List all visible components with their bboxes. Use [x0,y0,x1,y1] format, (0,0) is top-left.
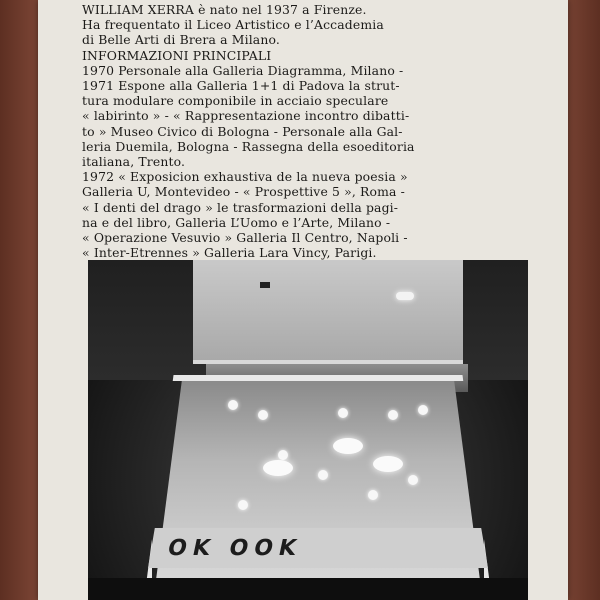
photo-floor [88,578,528,600]
text-line: di Belle Arti di Brera a Milano. [82,32,280,48]
section-heading: INFORMAZIONI PRINCIPALI [82,47,272,63]
text-line: leria Duemila, Bologna - Rassegna della esoeditoria [82,138,415,154]
text-line: WILLIAM XERRA è nato nel 1937 a Firenze. [82,2,367,17]
playfield-peg [228,400,238,410]
text-line: to » Museo Civico di Bologna - Personale alla Gal- [82,123,403,139]
playfield-peg [408,475,418,485]
text-line: 1970 Personale alla Galleria Diagramma, Milano - [82,62,404,78]
playfield-peg [318,470,328,480]
text-line: Galleria U, Montevideo - « Prospettive 5 », Roma - [82,184,406,200]
backbox-light [396,292,414,300]
text-line: Ha frequentato il Liceo Artistico e l’Accademia [82,17,384,33]
playfield-peg [418,405,428,415]
playfield-peg [258,410,268,420]
backbox-slot [260,282,270,288]
playfield-peg [338,408,348,418]
apron-lettering: OK OOK [165,536,305,561]
playfield-peg [278,450,288,460]
text-line: « Inter-Etrennes » Galleria Lara Vincy, Parigi. [82,245,377,261]
text-line: « labirinto » - « Rappresentazione incontro dibatti- [82,108,410,124]
text-line: italiana, Trento. [82,154,186,170]
biography-text [82,2,522,260]
playfield-bumper [263,460,293,476]
playfield-peg [388,410,398,420]
catalog-card [38,0,568,600]
artwork-photo [88,260,528,600]
pinball-backbox [193,260,463,364]
text-line: « Operazione Vesuvio » Galleria Il Centro, Napoli - [82,230,408,246]
playfield-bumper [333,438,363,454]
text-line: na e del libro, Galleria L’Uomo e l’Arte, Milano - [82,214,391,230]
text-line: tura modulare componibile in acciaio speculare [82,93,389,109]
text-line: 1972 « Exposicion exhaustiva de la nueva poesia » [82,169,408,185]
playfield-peg [238,500,248,510]
text-line: « I denti del drago » le trasformazioni della pagi- [82,199,399,215]
playfield-peg [368,490,378,500]
text-line: 1971 Espone alla Galleria 1+1 di Padova la strut- [82,78,400,94]
playfield-bumper [373,456,403,472]
